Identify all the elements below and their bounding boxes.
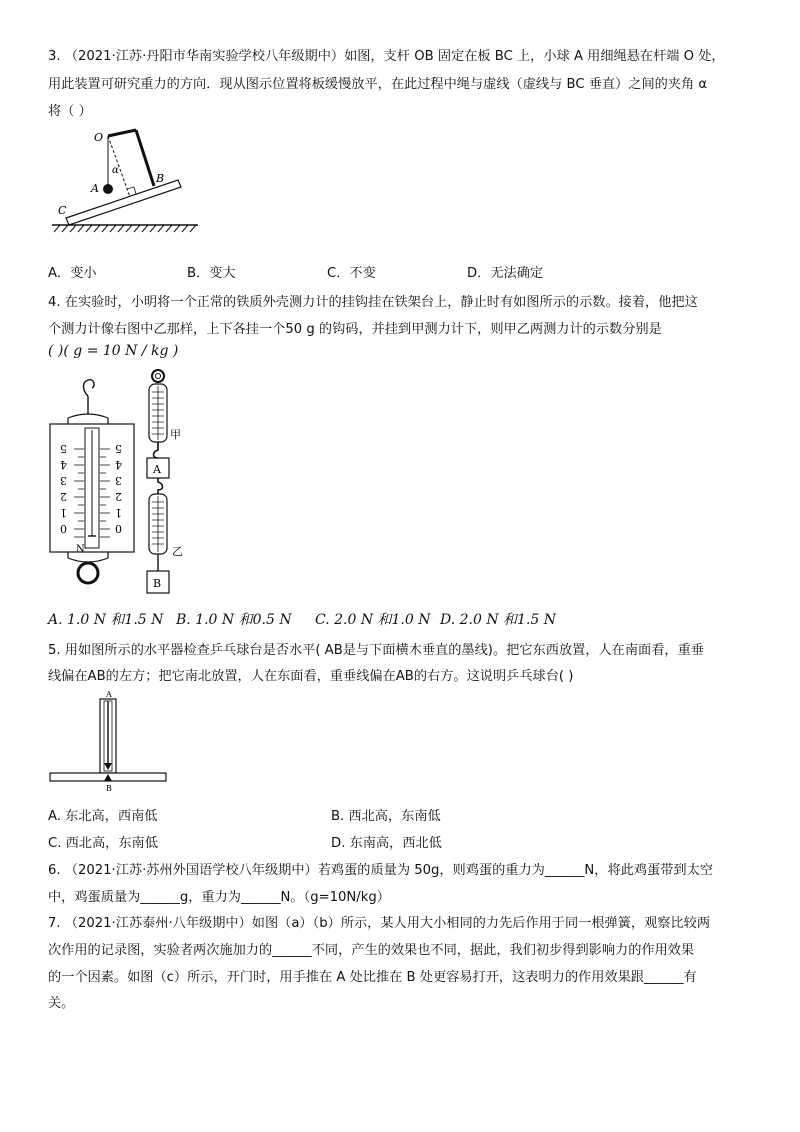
tick-3-right: 3: [115, 474, 122, 487]
q6-line1: 6. （2021·江苏·苏州外国语学校八年级期中）若鸡蛋的质量为 50g，则鸡蛋的重力为______N，将此鸡蛋带到太空: [48, 863, 713, 878]
q3-option-c: C．不变: [327, 266, 376, 281]
spring-scale-stack: [147, 370, 183, 593]
q7-line4: 关。: [48, 996, 75, 1011]
unit-n: N: [76, 544, 85, 555]
label-yi: 乙: [172, 545, 183, 558]
q7-line2: 次作用的记录图，实验者两次施加力的______不同，产生的效果也不同，据此，我们初步得到影响力的作用效果: [48, 943, 695, 958]
label-jia: 甲: [170, 428, 181, 441]
q5-label-a: A: [106, 690, 112, 699]
q3-line2: 用此装置可研究重力的方向．现从图示位置将板缓慢放平，在此过程中绳与虚线（虚线与 BC 垂直）之间的夹角 α: [48, 77, 708, 92]
tick-2-left: 2: [60, 490, 67, 503]
tick-1-right: 1: [115, 506, 122, 519]
q3-figure: [48, 122, 208, 240]
label-b: B: [153, 577, 162, 590]
tick-5-left: 5: [60, 442, 67, 455]
q5-option-d: D. 东南高，西北低: [331, 836, 442, 851]
q3-label-b: B: [156, 172, 165, 185]
q5-option-b: B. 西北高，东南低: [331, 809, 441, 824]
tick-4-right: 4: [115, 458, 122, 471]
tick-1-left: 1: [60, 506, 67, 519]
q3-line3: 将（ ）: [48, 104, 92, 119]
q7-line1: 7. （2021·江苏泰州·八年级期中）如图（a）（b）所示，某人用大小相同的力先后作用于同一根弹簧，观察比较两: [48, 916, 711, 931]
q3-line1: 3. （2021·江苏·丹阳市华南实验学校八年级期中）如图，支杆 OB 固定在板 BC 上，小球 A 用细绳悬在杆端 O 处，: [48, 49, 725, 64]
q5-label-b: B: [106, 784, 112, 793]
tick-4-left: 4: [60, 458, 67, 471]
q4-option-d: D. 2.0 N 和1.5 N: [440, 612, 557, 628]
q4-option-c: C. 2.0 N 和1.0 N: [315, 612, 431, 628]
q4-figure: [48, 368, 198, 600]
q7-line3: 的一个因素。如图（c）所示，开门时，用手推在 A 处比推在 B 处更容易打开，这表明力的作用效果跟______有: [48, 970, 697, 985]
q4-option-a: A. 1.0 N 和1.5 N: [48, 612, 164, 628]
tick-0-left: 0: [60, 522, 67, 535]
q4-line3: ( )( g = 10 N / kg ): [48, 343, 179, 359]
q3-label-a: A: [91, 182, 99, 195]
q5-line1: 5. 用如图所示的水平器检查乒乓球台是否水平( AB是与下面横木垂直的墨线)。把它东西放置，人在南面看，重垂: [48, 643, 704, 658]
q4-option-b: B. 1.0 N 和0.5 N: [176, 612, 292, 628]
tick-2-right: 2: [115, 490, 122, 503]
q5-option-c: C. 西北高，东南低: [48, 836, 158, 851]
q4-line1: 4. 在实验时，小明将一个正常的铁质外壳测力计的挂钩挂在铁架台上，静止时有如图所示的示数。接着，他把这: [48, 295, 698, 310]
label-a: A: [153, 463, 161, 476]
q4-line2: 个测力计像右图中乙那样，上下各挂一个50 g 的钩码，并挂到甲测力计下，则甲乙两测力计的示数分别是: [48, 322, 662, 337]
tick-3-left: 3: [60, 474, 67, 487]
q5-line2: 线偏在AB的左方；把它南北放置，人在东面看，重垂线偏在AB的右方。这说明乒乓球台( ): [48, 669, 574, 684]
q3-option-b: B．变大: [187, 266, 236, 281]
tick-5-right: 5: [115, 442, 122, 455]
q3-label-c: C: [58, 204, 67, 217]
tick-0-right: 0: [115, 522, 122, 535]
q3-option-d: D．无法确定: [467, 266, 544, 281]
spring-scale-left: [50, 380, 134, 583]
q5-figure: [48, 688, 172, 794]
q6-line2: 中，鸡蛋质量为______g，重力为______N。（g=10N/kg）: [48, 890, 390, 905]
q5-option-a: A. 东北高，西南低: [48, 809, 158, 824]
q3-label-alpha: α: [112, 165, 119, 176]
q3-option-a: A．变小: [48, 266, 97, 281]
q3-label-o: O: [94, 131, 104, 144]
